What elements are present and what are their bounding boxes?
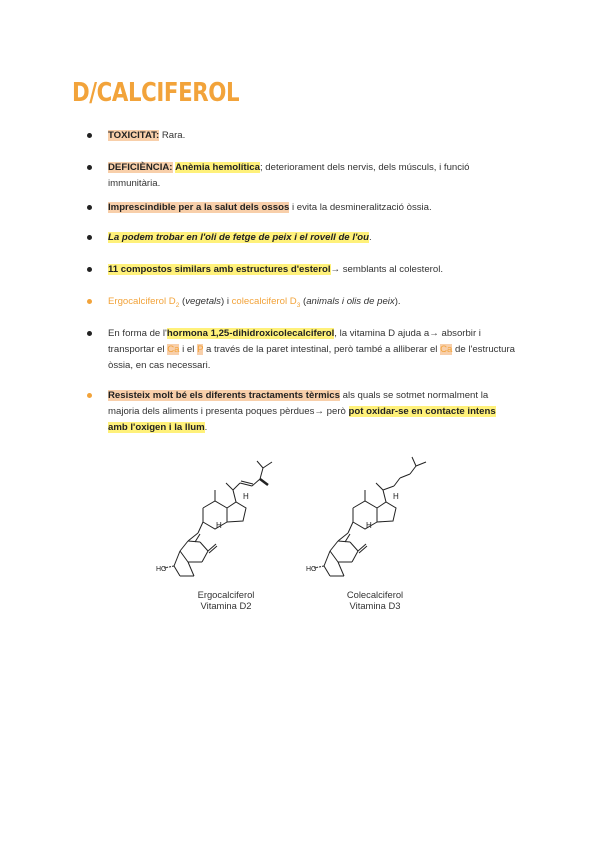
bullet-dot xyxy=(87,133,92,138)
colecalciferol-name: colecalciferol D xyxy=(231,296,297,307)
bullet-dot xyxy=(87,235,92,240)
text-fragment: als quals se sotmet normalment la majoria dels aliments i presenta poques pèrdues→ però xyxy=(108,390,489,417)
animals-text: animals i olis de peix xyxy=(306,296,395,307)
deficiency-label: DEFICIÈNCIA: xyxy=(108,162,173,173)
toxicity-text: Rara. xyxy=(159,130,186,141)
toxicity-label: TOXICITAT: xyxy=(108,130,160,141)
bullet-dot xyxy=(87,267,92,272)
text-fragment: En forma de l' xyxy=(108,328,167,339)
list-item xyxy=(88,160,518,192)
hydrogen-label: H xyxy=(366,521,372,530)
compounds-highlight: 11 compostos similars amb estructures d'esterol xyxy=(108,264,331,275)
ergocalciferol-caption xyxy=(176,589,276,611)
text-fragment: ). xyxy=(394,296,401,307)
caption-vitamin: Vitamina D2 xyxy=(200,600,252,611)
text-fragment: , la vitamina D ajuda a→ absorbir i transportar el xyxy=(108,328,481,355)
list-item xyxy=(88,262,518,278)
bullet-dot xyxy=(87,299,92,304)
caption-vitamin: Vitamina D3 xyxy=(349,600,401,611)
bullet-dot xyxy=(87,205,92,210)
text-fragment: de l'estructura òssia, en cas necessari. xyxy=(108,344,515,371)
bullet-dot xyxy=(87,331,92,336)
calcium-symbol: Ca xyxy=(440,344,453,355)
colecalciferol-subscript: 3 xyxy=(296,301,301,309)
list-item xyxy=(88,326,518,374)
list-item xyxy=(88,200,518,216)
list-item xyxy=(88,388,518,436)
list-item xyxy=(88,294,518,314)
ergocalciferol-name: Ergocalciferol D xyxy=(108,296,176,307)
calcium-symbol: Ca xyxy=(167,344,180,355)
bones-highlight: Imprescindible per a la salut dels ossos xyxy=(108,202,290,213)
text-fragment: ) i xyxy=(220,296,232,307)
phosphorus-symbol: P xyxy=(197,344,204,355)
hydroxyl-label: HO xyxy=(156,566,167,573)
caption-name: Colecalciferol xyxy=(346,589,404,600)
list-item xyxy=(88,128,518,144)
oxidation-highlight: pot oxidar-se en contacte intens amb l'oxigen i la llum xyxy=(108,406,496,433)
list-item xyxy=(88,230,518,246)
bullet-dot xyxy=(87,165,92,170)
compounds-text: → semblants al colesterol. xyxy=(330,264,444,275)
colecalciferol-caption xyxy=(325,589,425,611)
deficiency-text: ; deteriorament dels nervis, dels músculs, i funció immunitària. xyxy=(108,162,470,189)
text-fragment: ( xyxy=(300,296,307,307)
text-fragment: i el xyxy=(179,344,198,355)
hydrogen-label: H xyxy=(393,492,399,501)
bullet-dot xyxy=(87,393,92,398)
hydrogen-label: H xyxy=(243,492,249,501)
caption-name: Ergocalciferol xyxy=(197,589,255,600)
hydrogen-label: H xyxy=(216,521,222,530)
page-title: D/CALCIFEROL xyxy=(72,78,240,108)
hormone-highlight: hormona 1,25-dihidroxicolecalciferol xyxy=(166,328,335,339)
hydroxyl-label: HO xyxy=(306,566,317,573)
text-fragment: ( xyxy=(179,296,186,307)
deficiency-highlight: Anèmia hemolítica xyxy=(175,162,260,173)
thermal-highlight: Resisteix molt bé els diferents tractaments tèrmics xyxy=(108,390,340,401)
bones-text: i evita la desmineralització òssia. xyxy=(289,202,432,213)
sources-text: . xyxy=(368,232,372,243)
vegetals-text: vegetals xyxy=(185,296,221,307)
text-fragment: a través de la paret intestinal, però també a alliberar el xyxy=(203,344,441,355)
ergocalciferol-subscript: 2 xyxy=(175,301,180,309)
sources-highlight: La podem trobar en l'oli de fetge de peix i el rovell de l'ou xyxy=(108,232,369,243)
text-fragment: . xyxy=(204,422,208,433)
vitamin-d-structures-figure xyxy=(156,452,460,622)
